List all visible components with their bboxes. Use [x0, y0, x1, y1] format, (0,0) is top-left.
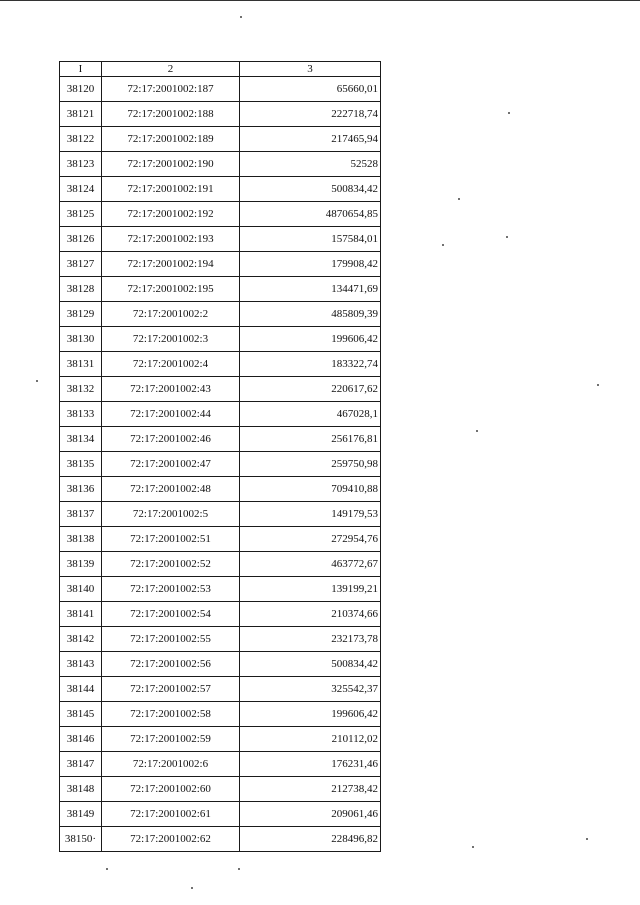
cadastral-number-cell: 72:17:2001002:53	[102, 577, 240, 602]
row-number-cell: 38122	[60, 127, 102, 152]
column-header-1: I	[60, 62, 102, 77]
cadastral-value-cell: 134471,69	[240, 277, 381, 302]
table-row	[60, 577, 381, 602]
row-number-cell: 38134	[60, 427, 102, 452]
cadastral-value-cell: 210112,02	[240, 727, 381, 752]
row-number-cell: 38149	[60, 802, 102, 827]
row-number-cell: 38141	[60, 602, 102, 627]
scan-speck	[240, 16, 242, 18]
cadastral-number-cell: 72:17:2001002:191	[102, 177, 240, 202]
table-header	[60, 62, 381, 77]
cadastral-number-cell: 72:17:2001002:6	[102, 752, 240, 777]
scan-speck	[458, 198, 460, 200]
row-number-cell: 38147	[60, 752, 102, 777]
scan-speck	[191, 887, 193, 889]
cadastral-value-cell: 256176,81	[240, 427, 381, 452]
scan-speck	[508, 112, 510, 114]
scan-speck	[442, 244, 444, 246]
cadastral-value-cell: 259750,98	[240, 452, 381, 477]
table-row	[60, 102, 381, 127]
row-number-cell: 38138	[60, 527, 102, 552]
row-number-cell: 38131	[60, 352, 102, 377]
row-number-cell: 38128	[60, 277, 102, 302]
row-number-cell: 38124	[60, 177, 102, 202]
cadastral-value-cell: 463772,67	[240, 552, 381, 577]
row-number-cell: 38143	[60, 652, 102, 677]
cadastral-value-cell: 157584,01	[240, 227, 381, 252]
cadastral-number-cell: 72:17:2001002:48	[102, 477, 240, 502]
table-row	[60, 502, 381, 527]
table-row	[60, 177, 381, 202]
row-number-cell: 38129	[60, 302, 102, 327]
cadastral-value-cell: 4870654,85	[240, 202, 381, 227]
cadastral-value-cell: 217465,94	[240, 127, 381, 152]
table-row	[60, 802, 381, 827]
cadastral-number-cell: 72:17:2001002:52	[102, 552, 240, 577]
row-number-cell: 38139	[60, 552, 102, 577]
cadastral-number-cell: 72:17:2001002:56	[102, 652, 240, 677]
cadastral-value-cell: 222718,74	[240, 102, 381, 127]
table-row	[60, 227, 381, 252]
table-row	[60, 202, 381, 227]
cadastral-value-cell: 209061,46	[240, 802, 381, 827]
cadastral-value-cell: 467028,1	[240, 402, 381, 427]
table-row	[60, 377, 381, 402]
table-row	[60, 677, 381, 702]
cadastral-number-cell: 72:17:2001002:5	[102, 502, 240, 527]
table-row	[60, 777, 381, 802]
row-number-cell: 38120	[60, 77, 102, 102]
cadastral-number-cell: 72:17:2001002:51	[102, 527, 240, 552]
cadastral-value-cell: 212738,42	[240, 777, 381, 802]
table-row	[60, 627, 381, 652]
cadastral-number-cell: 72:17:2001002:60	[102, 777, 240, 802]
table-row	[60, 527, 381, 552]
cadastral-value-cell: 709410,88	[240, 477, 381, 502]
cadastral-value-cell: 179908,42	[240, 252, 381, 277]
cadastral-number-cell: 72:17:2001002:61	[102, 802, 240, 827]
cadastral-number-cell: 72:17:2001002:4	[102, 352, 240, 377]
table-row	[60, 127, 381, 152]
cadastral-number-cell: 72:17:2001002:46	[102, 427, 240, 452]
cadastral-number-cell: 72:17:2001002:57	[102, 677, 240, 702]
cadastral-value-cell: 139199,21	[240, 577, 381, 602]
cadastral-value-cell: 500834,42	[240, 652, 381, 677]
cadastral-value-cell: 210374,66	[240, 602, 381, 627]
cadastral-value-cell: 149179,53	[240, 502, 381, 527]
row-number-cell: 38148	[60, 777, 102, 802]
table-row	[60, 452, 381, 477]
table-row	[60, 427, 381, 452]
table-row	[60, 752, 381, 777]
table-row	[60, 827, 381, 852]
cadastral-value-cell: 220617,62	[240, 377, 381, 402]
row-number-cell: 38123	[60, 152, 102, 177]
row-number-cell: 38144	[60, 677, 102, 702]
column-header-3: 3	[240, 62, 381, 77]
table-row	[60, 402, 381, 427]
table-row	[60, 252, 381, 277]
cadastral-value-cell: 199606,42	[240, 327, 381, 352]
row-number-cell: 38137	[60, 502, 102, 527]
table-row	[60, 702, 381, 727]
cadastral-value-cell: 272954,76	[240, 527, 381, 552]
cadastral-number-cell: 72:17:2001002:194	[102, 252, 240, 277]
cadastral-number-cell: 72:17:2001002:3	[102, 327, 240, 352]
row-number-cell: 38140	[60, 577, 102, 602]
scan-speck	[476, 430, 478, 432]
row-number-cell: 38136	[60, 477, 102, 502]
scan-speck	[106, 868, 108, 870]
table-row	[60, 652, 381, 677]
row-number-cell: 38130	[60, 327, 102, 352]
scan-speck	[472, 846, 474, 848]
header-row	[60, 62, 381, 77]
cadastral-value-cell: 485809,39	[240, 302, 381, 327]
cadastral-value-cell: 183322,74	[240, 352, 381, 377]
cadastral-number-cell: 72:17:2001002:47	[102, 452, 240, 477]
page-top-edge	[0, 0, 640, 1]
row-number-cell: 38121	[60, 102, 102, 127]
cadastral-value-cell: 199606,42	[240, 702, 381, 727]
row-number-cell: 38127	[60, 252, 102, 277]
row-number-cell: 38142	[60, 627, 102, 652]
cadastral-number-cell: 72:17:2001002:193	[102, 227, 240, 252]
cadastral-number-cell: 72:17:2001002:59	[102, 727, 240, 752]
table-row	[60, 327, 381, 352]
row-number-cell: 38135	[60, 452, 102, 477]
cadastral-number-cell: 72:17:2001002:188	[102, 102, 240, 127]
table-row	[60, 77, 381, 102]
table-row	[60, 302, 381, 327]
cadastral-value-table	[59, 61, 381, 852]
row-number-cell: 38125	[60, 202, 102, 227]
table-body	[60, 77, 381, 852]
table-row	[60, 552, 381, 577]
scan-speck	[36, 380, 38, 382]
row-number-cell: 38150·	[60, 827, 102, 852]
row-number-cell: 38133	[60, 402, 102, 427]
table-row	[60, 152, 381, 177]
table-row	[60, 477, 381, 502]
cadastral-value-cell: 52528	[240, 152, 381, 177]
cadastral-number-cell: 72:17:2001002:62	[102, 827, 240, 852]
scan-speck	[506, 236, 508, 238]
scan-speck	[238, 868, 240, 870]
cadastral-number-cell: 72:17:2001002:189	[102, 127, 240, 152]
row-number-cell: 38132	[60, 377, 102, 402]
cadastral-value-cell: 232173,78	[240, 627, 381, 652]
table-row	[60, 602, 381, 627]
row-number-cell: 38145	[60, 702, 102, 727]
cadastral-number-cell: 72:17:2001002:190	[102, 152, 240, 177]
cadastral-value-cell: 65660,01	[240, 77, 381, 102]
table-row	[60, 352, 381, 377]
table-row	[60, 727, 381, 752]
cadastral-number-cell: 72:17:2001002:55	[102, 627, 240, 652]
cadastral-value-cell: 228496,82	[240, 827, 381, 852]
cadastral-value-cell: 176231,46	[240, 752, 381, 777]
scan-speck	[597, 384, 599, 386]
cadastral-number-cell: 72:17:2001002:187	[102, 77, 240, 102]
cadastral-number-cell: 72:17:2001002:195	[102, 277, 240, 302]
row-number-cell: 38146	[60, 727, 102, 752]
row-number-cell: 38126	[60, 227, 102, 252]
cadastral-value-cell: 500834,42	[240, 177, 381, 202]
cadastral-number-cell: 72:17:2001002:2	[102, 302, 240, 327]
table-row	[60, 277, 381, 302]
cadastral-number-cell: 72:17:2001002:43	[102, 377, 240, 402]
scan-speck	[586, 838, 588, 840]
column-header-2: 2	[102, 62, 240, 77]
cadastral-number-cell: 72:17:2001002:54	[102, 602, 240, 627]
cadastral-value-cell: 325542,37	[240, 677, 381, 702]
cadastral-number-cell: 72:17:2001002:58	[102, 702, 240, 727]
cadastral-number-cell: 72:17:2001002:192	[102, 202, 240, 227]
cadastral-number-cell: 72:17:2001002:44	[102, 402, 240, 427]
